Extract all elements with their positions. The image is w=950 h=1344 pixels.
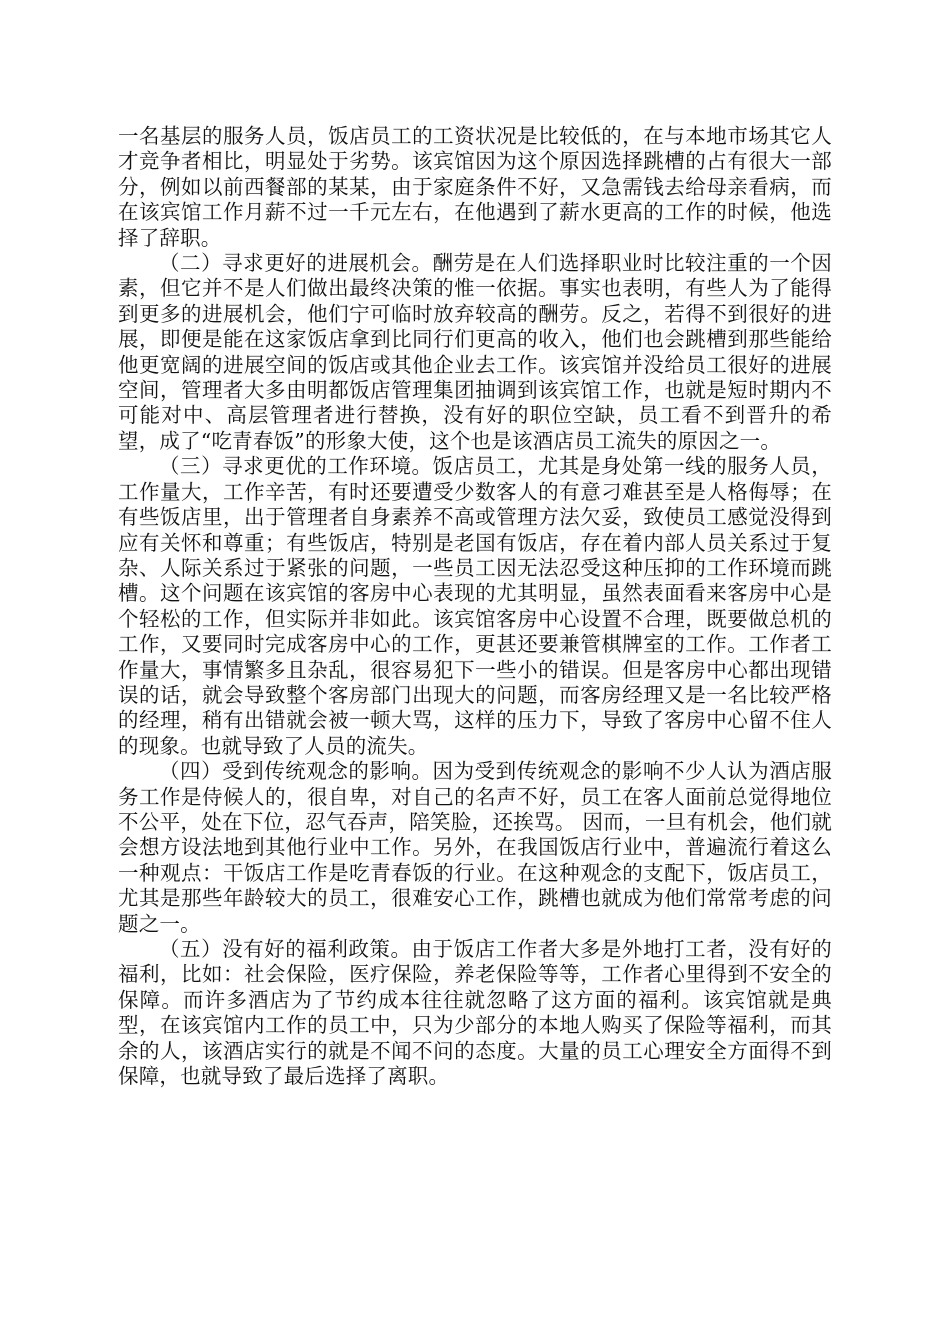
document-page [118,124,832,1089]
paragraph-traditional-views: （四）受到传统观念的影响。因为受到传统观念的影响不少人认为酒店服务工作是侍候人的，很自卑，对自己的名声不好，员工在客人面前总觉得地位不公平，处在下位，忍气吞声，陪笑脸，还挨骂。 因而，一旦有机会，他们就会想方设法地到其他行业中工作。另外，在我国饭店行业中，普遍流行着这么一种观点：干饭店工作是吃青春饭的行业。在这种观念的支配下，饭店员工，尤其是那些年龄较大的员工，很难安心工作，跳槽也就成为他们常常考虑的问题之一。 [118,759,832,936]
paragraph-development-opportunity: （二）寻求更好的进展机会。酬劳是在人们选择职业时比较注重的一个因素，但它并不是人们做出最终决策的惟一依据。事实也表明，有些人为了能得到更多的进展机会，他们宁可临时放弃较高的酬劳。反之，若得不到很好的进展，即便是能在这家饭店拿到比同行们更高的收入，他们也会跳槽到那些能给他更宽阔的进展空间的饭店或其他企业去工作。该宾馆并没给员工很好的进展空间，管理者大多由明都饭店管理集团抽调到该宾馆工作，也就是短时期内不可能对中、高层管理者进行替换，没有好的职位空缺，员工看不到晋升的希望，成了“吃青春饭”的形象大使，这个也是该酒店员工流失的原因之一。 [118,251,832,453]
paragraph-work-environment: （三）寻求更优的工作环境。饭店员工，尤其是身处第一线的服务人员，工作量大，工作辛苦，有时还要遭受少数客人的有意刁难甚至是人格侮辱；在有些饭店里，出于管理者自身素养不高或管理方法欠妥，致使员工感觉没得到应有关怀和尊重；有些饭店，特别是老国有饭店，存在着内部人员关系过于复杂、人际关系过于紧张的问题，一些员工因无法忍受这种压抑的工作环境而跳槽。这个问题在该宾馆的客房中心表现的尤其明显，虽然表面看来客房中心是个轻松的工作，但实际并非如此。该宾馆客房中心设置不合理，既要做总机的工作，又要同时完成客房中心的工作，更甚还要兼管棋牌室的工作。工作者工作量大，事情繁多且杂乱，很容易犯下一些小的错误。但是客房中心都出现错误的话，就会导致整个客房部门出现大的问题，而客房经理又是一名比较严格的经理，稍有出错就会被一顿大骂，这样的压力下，导致了客房中心留不住人的现象。也就导致了人员的流失。 [118,454,832,758]
paragraph-continued: 一名基层的服务人员，饭店员工的工资状况是比较低的，在与本地市场其它人才竞争者相比，明显处于劣势。该宾馆因为这个原因选择跳槽的占有很大一部分，例如以前西餐部的某某，由于家庭条件不好，又急需钱去给母亲看病，而在该宾馆工作月薪不过一千元左右，在他遇到了薪水更高的工作的时候，他选择了辞职。 [118,124,832,250]
paragraph-welfare-policy: （五）没有好的福利政策。由于饭店工作者大多是外地打工者，没有好的福利，比如：社会保险，医疗保险，养老保险等等，工作者心里得到不安全的保障。而许多酒店为了节约成本往往就忽略了这方面的福利。该宾馆就是典型，在该宾馆内工作的员工中，只为少部分的本地人购买了保险等福利，而其余的人，该酒店实行的就是不闻不问的态度。大量的员工心理安全方面得不到保障，也就导致了最后选择了离职。 [118,937,832,1089]
